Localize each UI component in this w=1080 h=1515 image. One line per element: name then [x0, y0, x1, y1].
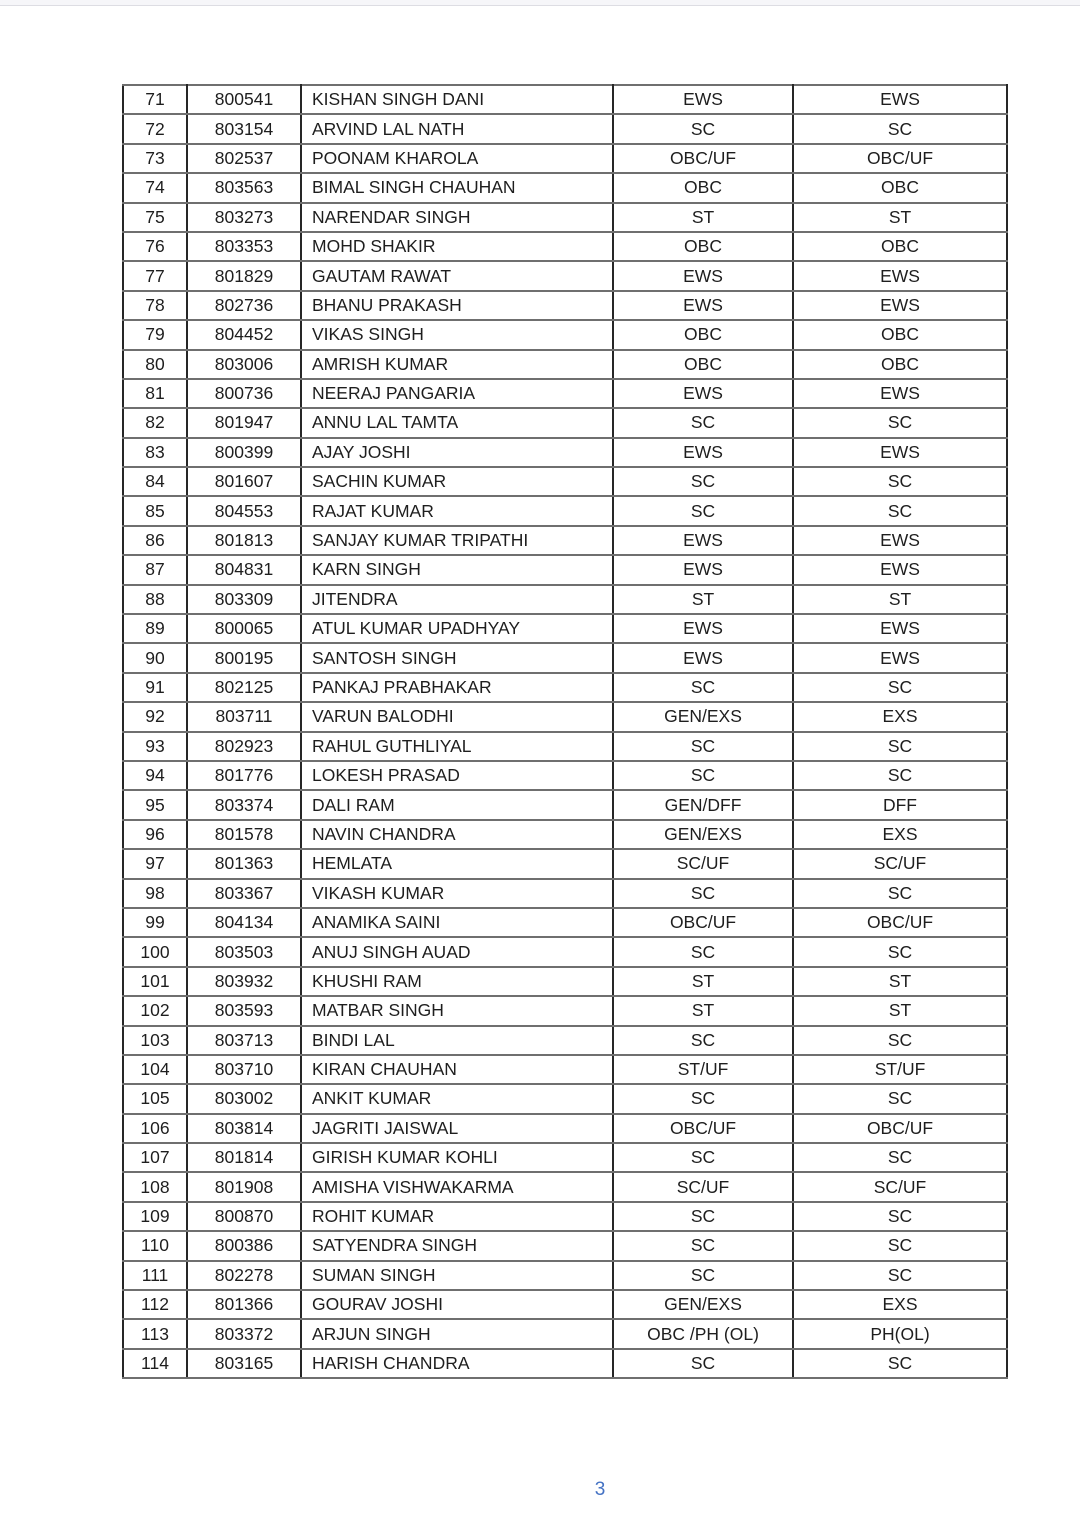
category-applied-cell: SC: [613, 1084, 793, 1113]
roll-number-cell: 803165: [187, 1349, 301, 1378]
table-row: [123, 996, 1007, 1025]
results-table-body: [123, 85, 1007, 1378]
category-applied-cell: GEN/DFF: [613, 790, 793, 819]
table-row: [123, 967, 1007, 996]
table-row: [123, 908, 1007, 937]
roll-number-cell: 800736: [187, 379, 301, 408]
category-applied-cell: OBC: [613, 173, 793, 202]
candidate-name-cell: ROHIT KUMAR: [301, 1202, 613, 1231]
category-applied-cell: SC: [613, 879, 793, 908]
category-applied-cell: OBC /PH (OL): [613, 1319, 793, 1348]
serial-number-cell: 114: [123, 1349, 187, 1378]
category-applied-cell: OBC: [613, 320, 793, 349]
serial-number-cell: 98: [123, 879, 187, 908]
serial-number-cell: 73: [123, 144, 187, 173]
serial-number-cell: 94: [123, 761, 187, 790]
category-applied-cell: EWS: [613, 614, 793, 643]
results-table: [122, 84, 1008, 1379]
category-applied-cell: SC: [613, 1231, 793, 1260]
roll-number-cell: 800870: [187, 1202, 301, 1231]
candidate-name-cell: KIRAN CHAUHAN: [301, 1055, 613, 1084]
serial-number-cell: 71: [123, 85, 187, 114]
roll-number-cell: 803006: [187, 350, 301, 379]
category-allotted-cell: OBC/UF: [793, 1114, 1007, 1143]
category-applied-cell: SC: [613, 496, 793, 525]
roll-number-cell: 801607: [187, 467, 301, 496]
roll-number-cell: 803367: [187, 879, 301, 908]
table-row: [123, 1026, 1007, 1055]
table-row: [123, 1055, 1007, 1084]
table-row: [123, 408, 1007, 437]
candidate-name-cell: BHANU PRAKASH: [301, 291, 613, 320]
serial-number-cell: 110: [123, 1231, 187, 1260]
category-allotted-cell: OBC: [793, 173, 1007, 202]
category-allotted-cell: EXS: [793, 702, 1007, 731]
serial-number-cell: 85: [123, 496, 187, 525]
table-row: [123, 1261, 1007, 1290]
serial-number-cell: 79: [123, 320, 187, 349]
candidate-name-cell: ANNU LAL TAMTA: [301, 408, 613, 437]
category-allotted-cell: ST/UF: [793, 1055, 1007, 1084]
roll-number-cell: 800399: [187, 438, 301, 467]
serial-number-cell: 89: [123, 614, 187, 643]
category-allotted-cell: EWS: [793, 291, 1007, 320]
category-allotted-cell: SC: [793, 937, 1007, 966]
category-applied-cell: EWS: [613, 291, 793, 320]
category-applied-cell: SC: [613, 937, 793, 966]
candidate-name-cell: BIMAL SINGH CHAUHAN: [301, 173, 613, 202]
candidate-name-cell: ARVIND LAL NATH: [301, 114, 613, 143]
category-applied-cell: EWS: [613, 261, 793, 290]
category-allotted-cell: SC: [793, 879, 1007, 908]
serial-number-cell: 95: [123, 790, 187, 819]
roll-number-cell: 800195: [187, 643, 301, 672]
category-applied-cell: GEN/EXS: [613, 702, 793, 731]
table-row: [123, 1202, 1007, 1231]
table-row: [123, 203, 1007, 232]
candidate-name-cell: MATBAR SINGH: [301, 996, 613, 1025]
category-applied-cell: SC: [613, 1261, 793, 1290]
category-allotted-cell: EWS: [793, 643, 1007, 672]
category-applied-cell: SC: [613, 1349, 793, 1378]
roll-number-cell: 804553: [187, 496, 301, 525]
candidate-name-cell: ARJUN SINGH: [301, 1319, 613, 1348]
category-allotted-cell: ST: [793, 967, 1007, 996]
roll-number-cell: 801578: [187, 820, 301, 849]
candidate-name-cell: NEERAJ PANGARIA: [301, 379, 613, 408]
table-row: [123, 702, 1007, 731]
table-row: [123, 438, 1007, 467]
serial-number-cell: 86: [123, 526, 187, 555]
roll-number-cell: 803503: [187, 937, 301, 966]
serial-number-cell: 103: [123, 1026, 187, 1055]
serial-number-cell: 97: [123, 849, 187, 878]
category-allotted-cell: OBC: [793, 350, 1007, 379]
category-applied-cell: OBC/UF: [613, 1114, 793, 1143]
table-row: [123, 937, 1007, 966]
roll-number-cell: 803374: [187, 790, 301, 819]
page-number: 3: [594, 1479, 606, 1500]
category-allotted-cell: SC: [793, 1026, 1007, 1055]
category-applied-cell: SC/UF: [613, 849, 793, 878]
category-applied-cell: OBC: [613, 232, 793, 261]
roll-number-cell: 803353: [187, 232, 301, 261]
serial-number-cell: 99: [123, 908, 187, 937]
table-row: [123, 1319, 1007, 1348]
candidate-name-cell: GAUTAM RAWAT: [301, 261, 613, 290]
candidate-name-cell: ANAMIKA SAINI: [301, 908, 613, 937]
table-row: [123, 144, 1007, 173]
candidate-name-cell: BINDI LAL: [301, 1026, 613, 1055]
table-row: [123, 1290, 1007, 1319]
category-allotted-cell: ST: [793, 203, 1007, 232]
table-row: [123, 790, 1007, 819]
table-row: [123, 379, 1007, 408]
category-allotted-cell: EWS: [793, 379, 1007, 408]
roll-number-cell: 803563: [187, 173, 301, 202]
category-allotted-cell: OBC: [793, 232, 1007, 261]
candidate-name-cell: RAHUL GUTHLIYAL: [301, 732, 613, 761]
category-applied-cell: SC: [613, 1202, 793, 1231]
category-applied-cell: ST: [613, 585, 793, 614]
category-allotted-cell: ST: [793, 996, 1007, 1025]
category-applied-cell: ST: [613, 996, 793, 1025]
category-allotted-cell: OBC/UF: [793, 144, 1007, 173]
candidate-name-cell: HARISH CHANDRA: [301, 1349, 613, 1378]
category-allotted-cell: SC: [793, 1143, 1007, 1172]
table-row: [123, 849, 1007, 878]
roll-number-cell: 801776: [187, 761, 301, 790]
candidate-name-cell: DALI RAM: [301, 790, 613, 819]
roll-number-cell: 802537: [187, 144, 301, 173]
table-row: [123, 467, 1007, 496]
roll-number-cell: 802736: [187, 291, 301, 320]
table-row: [123, 1231, 1007, 1260]
category-applied-cell: EWS: [613, 526, 793, 555]
category-allotted-cell: EXS: [793, 1290, 1007, 1319]
serial-number-cell: 108: [123, 1172, 187, 1201]
serial-number-cell: 113: [123, 1319, 187, 1348]
category-applied-cell: EWS: [613, 379, 793, 408]
roll-number-cell: 801947: [187, 408, 301, 437]
candidate-name-cell: RAJAT KUMAR: [301, 496, 613, 525]
category-allotted-cell: SC/UF: [793, 849, 1007, 878]
candidate-name-cell: SUMAN SINGH: [301, 1261, 613, 1290]
candidate-name-cell: SANTOSH SINGH: [301, 643, 613, 672]
table-row: [123, 643, 1007, 672]
candidate-name-cell: SACHIN KUMAR: [301, 467, 613, 496]
serial-number-cell: 77: [123, 261, 187, 290]
table-row: [123, 114, 1007, 143]
table-row: [123, 820, 1007, 849]
roll-number-cell: 801908: [187, 1172, 301, 1201]
category-applied-cell: ST: [613, 967, 793, 996]
candidate-name-cell: NAVIN CHANDRA: [301, 820, 613, 849]
category-allotted-cell: SC: [793, 1349, 1007, 1378]
roll-number-cell: 803154: [187, 114, 301, 143]
category-applied-cell: SC: [613, 467, 793, 496]
table-row: [123, 85, 1007, 114]
roll-number-cell: 804134: [187, 908, 301, 937]
serial-number-cell: 81: [123, 379, 187, 408]
category-applied-cell: SC: [613, 1143, 793, 1172]
roll-number-cell: 803273: [187, 203, 301, 232]
roll-number-cell: 804452: [187, 320, 301, 349]
roll-number-cell: 800541: [187, 85, 301, 114]
category-allotted-cell: EWS: [793, 261, 1007, 290]
candidate-name-cell: SANJAY KUMAR TRIPATHI: [301, 526, 613, 555]
candidate-name-cell: JITENDRA: [301, 585, 613, 614]
category-allotted-cell: SC/UF: [793, 1172, 1007, 1201]
category-applied-cell: EWS: [613, 555, 793, 584]
category-allotted-cell: SC: [793, 1261, 1007, 1290]
roll-number-cell: 801813: [187, 526, 301, 555]
serial-number-cell: 101: [123, 967, 187, 996]
category-allotted-cell: EWS: [793, 555, 1007, 584]
serial-number-cell: 102: [123, 996, 187, 1025]
table-row: [123, 173, 1007, 202]
roll-number-cell: 801829: [187, 261, 301, 290]
table-row: [123, 320, 1007, 349]
candidate-name-cell: KISHAN SINGH DANI: [301, 85, 613, 114]
candidate-name-cell: MOHD SHAKIR: [301, 232, 613, 261]
candidate-name-cell: KARN SINGH: [301, 555, 613, 584]
serial-number-cell: 96: [123, 820, 187, 849]
table-row: [123, 732, 1007, 761]
category-allotted-cell: ST: [793, 585, 1007, 614]
category-allotted-cell: SC: [793, 673, 1007, 702]
category-applied-cell: SC: [613, 1026, 793, 1055]
table-row: [123, 1143, 1007, 1172]
roll-number-cell: 803711: [187, 702, 301, 731]
table-row: [123, 232, 1007, 261]
candidate-name-cell: POONAM KHAROLA: [301, 144, 613, 173]
category-allotted-cell: EXS: [793, 820, 1007, 849]
serial-number-cell: 107: [123, 1143, 187, 1172]
candidate-name-cell: AMISHA VISHWAKARMA: [301, 1172, 613, 1201]
serial-number-cell: 100: [123, 937, 187, 966]
roll-number-cell: 804831: [187, 555, 301, 584]
candidate-name-cell: JAGRITI JAISWAL: [301, 1114, 613, 1143]
category-applied-cell: SC: [613, 761, 793, 790]
serial-number-cell: 72: [123, 114, 187, 143]
roll-number-cell: 803814: [187, 1114, 301, 1143]
candidate-name-cell: AJAY JOSHI: [301, 438, 613, 467]
category-allotted-cell: EWS: [793, 614, 1007, 643]
roll-number-cell: 801814: [187, 1143, 301, 1172]
category-applied-cell: EWS: [613, 85, 793, 114]
category-applied-cell: EWS: [613, 438, 793, 467]
category-allotted-cell: DFF: [793, 790, 1007, 819]
serial-number-cell: 75: [123, 203, 187, 232]
category-allotted-cell: SC: [793, 408, 1007, 437]
category-applied-cell: OBC/UF: [613, 144, 793, 173]
table-row: [123, 555, 1007, 584]
category-applied-cell: ST/UF: [613, 1055, 793, 1084]
table-row: [123, 496, 1007, 525]
table-row: [123, 673, 1007, 702]
table-row: [123, 1349, 1007, 1378]
category-allotted-cell: SC: [793, 1202, 1007, 1231]
serial-number-cell: 105: [123, 1084, 187, 1113]
roll-number-cell: 802278: [187, 1261, 301, 1290]
category-applied-cell: SC/UF: [613, 1172, 793, 1201]
category-allotted-cell: SC: [793, 761, 1007, 790]
serial-number-cell: 109: [123, 1202, 187, 1231]
category-applied-cell: SC: [613, 408, 793, 437]
roll-number-cell: 802923: [187, 732, 301, 761]
candidate-name-cell: NARENDAR SINGH: [301, 203, 613, 232]
serial-number-cell: 111: [123, 1261, 187, 1290]
category-allotted-cell: OBC/UF: [793, 908, 1007, 937]
category-allotted-cell: OBC: [793, 320, 1007, 349]
candidate-name-cell: VIKASH KUMAR: [301, 879, 613, 908]
serial-number-cell: 87: [123, 555, 187, 584]
serial-number-cell: 91: [123, 673, 187, 702]
table-row: [123, 879, 1007, 908]
category-applied-cell: GEN/EXS: [613, 820, 793, 849]
serial-number-cell: 106: [123, 1114, 187, 1143]
roll-number-cell: 803372: [187, 1319, 301, 1348]
roll-number-cell: 803710: [187, 1055, 301, 1084]
table-row: [123, 261, 1007, 290]
serial-number-cell: 80: [123, 350, 187, 379]
category-allotted-cell: SC: [793, 496, 1007, 525]
roll-number-cell: 803002: [187, 1084, 301, 1113]
category-applied-cell: SC: [613, 114, 793, 143]
category-applied-cell: OBC: [613, 350, 793, 379]
serial-number-cell: 76: [123, 232, 187, 261]
category-applied-cell: ST: [613, 203, 793, 232]
table-row: [123, 585, 1007, 614]
roll-number-cell: 801366: [187, 1290, 301, 1319]
roll-number-cell: 803309: [187, 585, 301, 614]
category-allotted-cell: SC: [793, 467, 1007, 496]
category-allotted-cell: SC: [793, 114, 1007, 143]
roll-number-cell: 803593: [187, 996, 301, 1025]
category-allotted-cell: SC: [793, 1231, 1007, 1260]
serial-number-cell: 74: [123, 173, 187, 202]
category-applied-cell: SC: [613, 732, 793, 761]
candidate-name-cell: PANKAJ PRABHAKAR: [301, 673, 613, 702]
roll-number-cell: 800386: [187, 1231, 301, 1260]
candidate-name-cell: ATUL KUMAR UPADHYAY: [301, 614, 613, 643]
roll-number-cell: 803932: [187, 967, 301, 996]
candidate-name-cell: VARUN BALODHI: [301, 702, 613, 731]
serial-number-cell: 88: [123, 585, 187, 614]
roll-number-cell: 801363: [187, 849, 301, 878]
serial-number-cell: 82: [123, 408, 187, 437]
candidate-name-cell: VIKAS SINGH: [301, 320, 613, 349]
candidate-name-cell: HEMLATA: [301, 849, 613, 878]
serial-number-cell: 93: [123, 732, 187, 761]
candidate-name-cell: LOKESH PRASAD: [301, 761, 613, 790]
category-applied-cell: SC: [613, 673, 793, 702]
table-row: [123, 350, 1007, 379]
category-applied-cell: OBC/UF: [613, 908, 793, 937]
serial-number-cell: 84: [123, 467, 187, 496]
category-allotted-cell: SC: [793, 1084, 1007, 1113]
candidate-name-cell: GIRISH KUMAR KOHLI: [301, 1143, 613, 1172]
serial-number-cell: 112: [123, 1290, 187, 1319]
category-allotted-cell: PH(OL): [793, 1319, 1007, 1348]
roll-number-cell: 802125: [187, 673, 301, 702]
roll-number-cell: 800065: [187, 614, 301, 643]
candidate-name-cell: ANUJ SINGH AUAD: [301, 937, 613, 966]
category-applied-cell: EWS: [613, 643, 793, 672]
candidate-name-cell: AMRISH KUMAR: [301, 350, 613, 379]
table-row: [123, 526, 1007, 555]
serial-number-cell: 78: [123, 291, 187, 320]
table-row: [123, 614, 1007, 643]
category-allotted-cell: SC: [793, 732, 1007, 761]
candidate-name-cell: KHUSHI RAM: [301, 967, 613, 996]
serial-number-cell: 92: [123, 702, 187, 731]
candidate-name-cell: ANKIT KUMAR: [301, 1084, 613, 1113]
roll-number-cell: 803713: [187, 1026, 301, 1055]
category-applied-cell: GEN/EXS: [613, 1290, 793, 1319]
serial-number-cell: 104: [123, 1055, 187, 1084]
table-row: [123, 761, 1007, 790]
serial-number-cell: 83: [123, 438, 187, 467]
category-allotted-cell: EWS: [793, 526, 1007, 555]
serial-number-cell: 90: [123, 643, 187, 672]
table-row: [123, 1084, 1007, 1113]
table-row: [123, 1172, 1007, 1201]
table-row: [123, 291, 1007, 320]
candidate-name-cell: GOURAV JOSHI: [301, 1290, 613, 1319]
category-allotted-cell: EWS: [793, 438, 1007, 467]
category-allotted-cell: EWS: [793, 85, 1007, 114]
table-row: [123, 1114, 1007, 1143]
candidate-name-cell: SATYENDRA SINGH: [301, 1231, 613, 1260]
